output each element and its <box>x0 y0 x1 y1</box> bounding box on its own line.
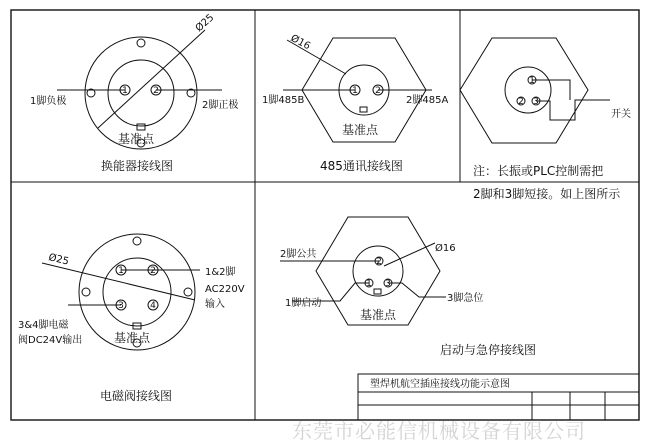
reference-key <box>360 107 367 112</box>
title-block <box>358 374 639 420</box>
solenoid-panel <box>18 234 245 403</box>
left-pin-label: 1脚负极 <box>30 96 67 107</box>
pin-3-number: 3 <box>533 97 539 107</box>
dc-label-1: 3&4脚电磁 <box>18 320 69 331</box>
pin-3-number: 3 <box>385 279 391 289</box>
ac-label-3: 输入 <box>205 299 225 310</box>
start-pin-label: 1脚启动 <box>285 298 322 309</box>
rs485-panel <box>262 32 448 173</box>
reference-point-label: 基准点 <box>342 123 379 137</box>
pin-2-number: 2 <box>153 86 159 96</box>
pin-1-number: 1 <box>366 279 372 289</box>
diameter-label: Ø16 <box>435 243 456 254</box>
transducer-panel <box>30 12 238 173</box>
title-block-title: 塑焊机航空插座接线功能示意图 <box>370 379 510 390</box>
start-stop-caption: 启动与急停接线图 <box>440 343 537 357</box>
ac-label-2: AC220V <box>205 284 245 295</box>
mounting-hole <box>137 39 145 47</box>
reference-key <box>374 289 381 294</box>
note-line-2: 2脚和3脚短接。如上图所示 <box>473 187 621 201</box>
diameter-label: Ø25 <box>47 252 70 268</box>
reference-point-label: 基准点 <box>360 308 397 322</box>
pin-3-number: 3 <box>118 301 124 311</box>
switch-label: 开关 <box>611 109 631 120</box>
diameter-line <box>384 243 435 266</box>
frame <box>11 10 639 420</box>
leader-line <box>388 283 446 297</box>
transducer-caption: 换能器接线图 <box>101 159 174 173</box>
mounting-hole <box>133 237 141 245</box>
pin-2-number: 2 <box>375 86 381 96</box>
common-pin-label: 2脚公共 <box>280 249 317 260</box>
note-line-1: 注：长振或PLC控制需把 <box>473 164 604 178</box>
left-pin-label: 1脚485B <box>262 95 305 106</box>
inner-circle <box>108 60 174 126</box>
pin-2-number: 2 <box>376 257 382 267</box>
pin-2-number: 2 <box>518 97 524 107</box>
reset-pin-label: 3脚急位 <box>447 293 484 304</box>
diameter-label: Ø16 <box>288 32 312 53</box>
switch-panel <box>460 38 631 178</box>
mounting-hole <box>82 288 90 296</box>
reference-point-label: 基准点 <box>118 132 155 146</box>
reference-point-label: 基准点 <box>114 331 151 345</box>
pin-2-number: 2 <box>150 266 156 276</box>
mounting-hole <box>184 288 192 296</box>
hex-flange <box>460 38 588 143</box>
pin-4-number: 4 <box>150 301 156 311</box>
inner-circle <box>505 67 551 113</box>
pin-1-number: 1 <box>352 86 358 96</box>
right-pin-label: 2脚485A <box>406 95 449 106</box>
diameter-line <box>98 30 205 128</box>
right-pin-label: 2脚正极 <box>202 100 239 111</box>
pin-1-number: 1 <box>122 86 128 96</box>
start-stop-panel <box>280 217 536 357</box>
dc-label-2: 阀DC24V输出 <box>18 335 83 346</box>
reference-key <box>137 124 145 130</box>
diameter-label: Ø25 <box>193 12 217 35</box>
company-watermark: 东莞市必能信机械设备有限公司 <box>292 419 586 442</box>
ac-label-1: 1&2脚 <box>205 267 236 278</box>
pin-1-number: 1 <box>118 266 124 276</box>
rs485-caption: 485通讯接线图 <box>320 159 403 173</box>
solenoid-caption: 电磁阀接线图 <box>100 389 173 403</box>
pin-1-number: 1 <box>529 76 535 86</box>
